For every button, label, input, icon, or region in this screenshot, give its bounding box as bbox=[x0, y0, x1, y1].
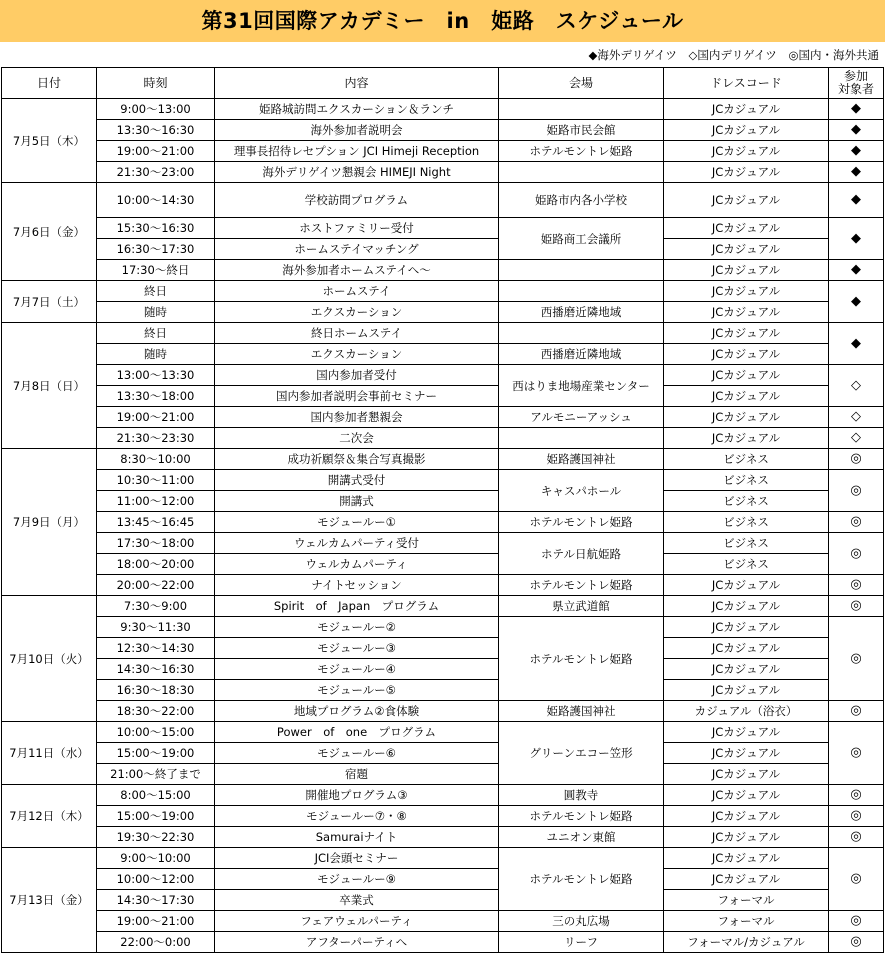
time-cell: 15:00～19:00 bbox=[97, 743, 215, 764]
content-cell: ウェルカムパーティ受付 bbox=[215, 533, 499, 554]
target-mark: ◇ bbox=[829, 407, 884, 428]
venue-cell: 西播磨近隣地域 bbox=[499, 302, 664, 323]
content-cell: 終日ホームステイ bbox=[215, 323, 499, 344]
target-mark: ◎ bbox=[829, 848, 884, 911]
table-row bbox=[2, 162, 884, 183]
table-row bbox=[2, 827, 884, 848]
dress-cell: JCカジュアル bbox=[664, 680, 829, 701]
dress-cell: JCカジュアル bbox=[664, 344, 829, 365]
time-cell: 9:00～13:00 bbox=[97, 99, 215, 120]
content-cell: Power of one プログラム bbox=[215, 722, 499, 743]
venue-cell: ユニオン東館 bbox=[499, 827, 664, 848]
time-cell: 12:30～14:30 bbox=[97, 638, 215, 659]
time-cell: 18:30～22:00 bbox=[97, 701, 215, 722]
content-cell: 海外デリゲイツ懇親会 HIMEJI Night bbox=[215, 162, 499, 183]
time-cell: 終日 bbox=[97, 281, 215, 302]
target-mark: ◆ bbox=[829, 260, 884, 281]
table-row bbox=[2, 806, 884, 827]
dress-cell: JCカジュアル bbox=[664, 302, 829, 323]
table-row bbox=[2, 239, 884, 260]
content-cell: モジュールー⑥ bbox=[215, 743, 499, 764]
content-cell: 理事長招待レセプション JCI Himeji Reception bbox=[215, 141, 499, 162]
time-cell: 19:00～21:00 bbox=[97, 911, 215, 932]
time-cell: 13:45～16:45 bbox=[97, 512, 215, 533]
content-cell: モジュールー⑦・⑧ bbox=[215, 806, 499, 827]
content-cell: 国内参加者説明会事前セミナー bbox=[215, 386, 499, 407]
table-row bbox=[2, 911, 884, 932]
content-cell: 学校訪問プログラム bbox=[215, 183, 499, 218]
header-time: 時刻 bbox=[97, 68, 215, 99]
target-mark: ◎ bbox=[829, 449, 884, 470]
table-row bbox=[2, 323, 884, 344]
content-cell: 海外参加者説明会 bbox=[215, 120, 499, 141]
table-row bbox=[2, 491, 884, 512]
time-cell: 14:30～16:30 bbox=[97, 659, 215, 680]
time-cell: 19:00～21:00 bbox=[97, 407, 215, 428]
time-cell: 22:00～0:00 bbox=[97, 932, 215, 953]
dress-cell: JCカジュアル bbox=[664, 162, 829, 183]
table-row bbox=[2, 449, 884, 470]
dress-cell: ビジネス bbox=[664, 491, 829, 512]
time-cell: 11:00～12:00 bbox=[97, 491, 215, 512]
date-cell: 7月8日（日） bbox=[2, 323, 97, 449]
content-cell: アフターパーティへ bbox=[215, 932, 499, 953]
content-cell: モジュールー⑤ bbox=[215, 680, 499, 701]
venue-cell: ホテルモントレ姫路 bbox=[499, 806, 664, 827]
table-row bbox=[2, 848, 884, 869]
content-cell: ホームステイマッチング bbox=[215, 239, 499, 260]
dress-cell: JCカジュアル bbox=[664, 365, 829, 386]
table-row bbox=[2, 99, 884, 120]
header-target bbox=[829, 68, 884, 99]
time-cell: 16:30～17:30 bbox=[97, 239, 215, 260]
venue-cell: 西はりま地場産業センター bbox=[499, 365, 664, 407]
time-cell: 10:00～14:30 bbox=[97, 183, 215, 218]
time-cell: 21:00～終了まで bbox=[97, 764, 215, 785]
content-cell: 成功祈願祭＆集合写真撮影 bbox=[215, 449, 499, 470]
content-cell: モジュールー③ bbox=[215, 638, 499, 659]
time-cell: 終日 bbox=[97, 323, 215, 344]
content-cell: ナイトセッション bbox=[215, 575, 499, 596]
venue-cell: 西播磨近隣地域 bbox=[499, 344, 664, 365]
target-mark: ◎ bbox=[829, 911, 884, 932]
time-cell: 10:00～12:00 bbox=[97, 869, 215, 890]
time-cell: 17:30～18:00 bbox=[97, 533, 215, 554]
venue-cell: 姫路市内各小学校 bbox=[499, 183, 664, 218]
time-cell: 13:30～18:00 bbox=[97, 386, 215, 407]
content-cell: ホストファミリー受付 bbox=[215, 218, 499, 239]
target-mark: ◎ bbox=[829, 533, 884, 575]
content-cell: フェアウェルパーティ bbox=[215, 911, 499, 932]
venue-cell: アルモニーアッシュ bbox=[499, 407, 664, 428]
table-row bbox=[2, 890, 884, 911]
table-row bbox=[2, 470, 884, 491]
dress-cell: JCカジュアル bbox=[664, 743, 829, 764]
content-cell: 卒業式 bbox=[215, 890, 499, 911]
dress-cell: ビジネス bbox=[664, 512, 829, 533]
table-row bbox=[2, 386, 884, 407]
table-row bbox=[2, 218, 884, 239]
date-cell: 7月11日（水） bbox=[2, 722, 97, 785]
time-cell: 18:00～20:00 bbox=[97, 554, 215, 575]
content-cell: モジュールー④ bbox=[215, 659, 499, 680]
dress-cell: JCカジュアル bbox=[664, 323, 829, 344]
content-cell: エクスカーション bbox=[215, 344, 499, 365]
time-cell: 10:00～15:00 bbox=[97, 722, 215, 743]
time-cell: 7:30～9:00 bbox=[97, 596, 215, 617]
legend bbox=[581, 45, 879, 65]
target-mark: ◎ bbox=[829, 470, 884, 512]
date-cell: 7月7日（土） bbox=[2, 281, 97, 323]
header-target-line1: 参加 bbox=[843, 69, 868, 83]
time-cell: 9:30～11:30 bbox=[97, 617, 215, 638]
dress-cell: JCカジュアル bbox=[664, 407, 829, 428]
time-cell: 19:00～21:00 bbox=[97, 141, 215, 162]
dress-cell: JCカジュアル bbox=[664, 806, 829, 827]
date-cell: 7月9日（月） bbox=[2, 449, 97, 596]
target-mark: ◆ bbox=[829, 120, 884, 141]
content-cell: モジュールー② bbox=[215, 617, 499, 638]
date-cell: 7月6日（金） bbox=[2, 183, 97, 281]
venue-cell: キャスパホール bbox=[499, 470, 664, 512]
content-cell: 姫路城訪問エクスカーション＆ランチ bbox=[215, 99, 499, 120]
target-mark: ◆ bbox=[829, 218, 884, 260]
header-row bbox=[2, 68, 884, 99]
content-cell: Spirit of Japan プログラム bbox=[215, 596, 499, 617]
dress-cell: フォーマル bbox=[664, 890, 829, 911]
dress-cell: JCカジュアル bbox=[664, 617, 829, 638]
table-row bbox=[2, 428, 884, 449]
content-cell: エクスカーション bbox=[215, 302, 499, 323]
table-row bbox=[2, 785, 884, 806]
dress-cell: JCカジュアル bbox=[664, 428, 829, 449]
date-cell: 7月12日（木） bbox=[2, 785, 97, 848]
dress-cell: JCカジュアル bbox=[664, 638, 829, 659]
venue-cell: 県立武道館 bbox=[499, 596, 664, 617]
time-cell: 随時 bbox=[97, 344, 215, 365]
content-cell: 国内参加者懇親会 bbox=[215, 407, 499, 428]
venue-cell: 姫路商工会議所 bbox=[499, 218, 664, 260]
date-cell: 7月10日（火） bbox=[2, 596, 97, 722]
dress-cell: JCカジュアル bbox=[664, 260, 829, 281]
target-mark: ◆ bbox=[829, 183, 884, 218]
table-row bbox=[2, 659, 884, 680]
table-row bbox=[2, 281, 884, 302]
content-cell: 宿題 bbox=[215, 764, 499, 785]
time-cell: 21:30～23:30 bbox=[97, 428, 215, 449]
dress-cell: JCカジュアル bbox=[664, 575, 829, 596]
table-row bbox=[2, 344, 884, 365]
venue-cell: ホテルモントレ姫路 bbox=[499, 141, 664, 162]
table-row bbox=[2, 575, 884, 596]
dress-cell: JCカジュアル bbox=[664, 386, 829, 407]
venue-cell bbox=[499, 260, 664, 281]
dress-cell: ビジネス bbox=[664, 449, 829, 470]
table-row bbox=[2, 554, 884, 575]
venue-cell bbox=[499, 281, 664, 302]
dress-cell: JCカジュアル bbox=[664, 218, 829, 239]
dress-cell: JCカジュアル bbox=[664, 239, 829, 260]
content-cell: 地域プログラム②食体験 bbox=[215, 701, 499, 722]
dress-cell: JCカジュアル bbox=[664, 848, 829, 869]
target-mark: ◎ bbox=[829, 827, 884, 848]
header-content: 内容 bbox=[215, 68, 499, 99]
dress-cell: JCカジュアル bbox=[664, 869, 829, 890]
dress-cell: JCカジュアル bbox=[664, 281, 829, 302]
time-cell: 15:30～16:30 bbox=[97, 218, 215, 239]
target-mark: ◎ bbox=[829, 596, 884, 617]
target-mark: ◎ bbox=[829, 617, 884, 701]
dress-cell: ビジネス bbox=[664, 554, 829, 575]
time-cell: 14:30～17:30 bbox=[97, 890, 215, 911]
table-row bbox=[2, 120, 884, 141]
time-cell: 13:30～16:30 bbox=[97, 120, 215, 141]
dress-cell: JCカジュアル bbox=[664, 183, 829, 218]
venue-cell: ホテルモントレ姫路 bbox=[499, 617, 664, 701]
content-cell: 二次会 bbox=[215, 428, 499, 449]
target-mark: ◆ bbox=[829, 99, 884, 120]
target-mark: ◎ bbox=[829, 806, 884, 827]
dress-cell: JCカジュアル bbox=[664, 785, 829, 806]
dress-cell: ビジネス bbox=[664, 470, 829, 491]
table-row bbox=[2, 183, 884, 218]
dress-cell: JCカジュアル bbox=[664, 827, 829, 848]
date-cell: 7月13日（金） bbox=[2, 848, 97, 953]
venue-cell: ホテル日航姫路 bbox=[499, 533, 664, 575]
table-row bbox=[2, 722, 884, 743]
header-target-line2: 対象者 bbox=[837, 82, 874, 96]
venue-cell: ホテルモントレ姫路 bbox=[499, 575, 664, 596]
table-row bbox=[2, 680, 884, 701]
table-row bbox=[2, 596, 884, 617]
time-cell: 8:30～10:00 bbox=[97, 449, 215, 470]
dress-cell: JCカジュアル bbox=[664, 596, 829, 617]
time-cell: 20:00～22:00 bbox=[97, 575, 215, 596]
table-row bbox=[2, 743, 884, 764]
table-row bbox=[2, 141, 884, 162]
table-row bbox=[2, 764, 884, 785]
dress-cell: JCカジュアル bbox=[664, 659, 829, 680]
content-cell: 海外参加者ホームステイへ～ bbox=[215, 260, 499, 281]
dress-cell: JCカジュアル bbox=[664, 141, 829, 162]
target-mark: ◎ bbox=[829, 701, 884, 722]
time-cell: 8:00～15:00 bbox=[97, 785, 215, 806]
time-cell: 19:30～22:30 bbox=[97, 827, 215, 848]
venue-cell: ホテルモントレ姫路 bbox=[499, 512, 664, 533]
schedule-table bbox=[1, 67, 884, 953]
dress-cell: JCカジュアル bbox=[664, 764, 829, 785]
table-row bbox=[2, 407, 884, 428]
time-cell: 10:30～11:00 bbox=[97, 470, 215, 491]
date-cell: 7月5日（木） bbox=[2, 99, 97, 183]
content-cell: Samuraiナイト bbox=[215, 827, 499, 848]
dress-cell: JCカジュアル bbox=[664, 99, 829, 120]
legend-domestic: ◇国内デリゲイツ bbox=[688, 48, 777, 62]
venue-cell: 姫路護国神社 bbox=[499, 449, 664, 470]
dress-cell: フォーマル bbox=[664, 911, 829, 932]
target-mark: ◎ bbox=[829, 722, 884, 785]
time-cell: 16:30～18:30 bbox=[97, 680, 215, 701]
dress-cell: ビジネス bbox=[664, 533, 829, 554]
header-dress: ドレスコード bbox=[664, 68, 829, 99]
content-cell: ホームステイ bbox=[215, 281, 499, 302]
target-mark: ◇ bbox=[829, 365, 884, 407]
dress-cell: カジュアル（浴衣） bbox=[664, 701, 829, 722]
target-mark: ◆ bbox=[829, 162, 884, 183]
table-row bbox=[2, 869, 884, 890]
time-cell: 13:00～13:30 bbox=[97, 365, 215, 386]
content-cell: モジュールー⑨ bbox=[215, 869, 499, 890]
table-row bbox=[2, 365, 884, 386]
dress-cell: フォーマル/カジュアル bbox=[664, 932, 829, 953]
time-cell: 15:00～19:00 bbox=[97, 806, 215, 827]
content-cell: JCI会頭セミナー bbox=[215, 848, 499, 869]
venue-cell: 三の丸広場 bbox=[499, 911, 664, 932]
dress-cell: JCカジュアル bbox=[664, 120, 829, 141]
target-mark: ◎ bbox=[829, 512, 884, 533]
time-cell: 21:30～23:00 bbox=[97, 162, 215, 183]
table-row bbox=[2, 533, 884, 554]
time-cell: 9:00～10:00 bbox=[97, 848, 215, 869]
table-row bbox=[2, 701, 884, 722]
page-title: 第31回国際アカデミー in 姫路 スケジュール bbox=[0, 0, 885, 42]
table-row bbox=[2, 260, 884, 281]
content-cell: 開講式 bbox=[215, 491, 499, 512]
content-cell: 開催地プログラム③ bbox=[215, 785, 499, 806]
target-mark: ◆ bbox=[829, 323, 884, 365]
dress-cell: JCカジュアル bbox=[664, 722, 829, 743]
venue-cell: グリーンエコー笠形 bbox=[499, 722, 664, 785]
legend-overseas: ◆海外デリゲイツ bbox=[588, 48, 677, 62]
table-row bbox=[2, 512, 884, 533]
venue-cell: リーフ bbox=[499, 932, 664, 953]
venue-cell bbox=[499, 99, 664, 120]
time-cell: 随時 bbox=[97, 302, 215, 323]
target-mark: ◎ bbox=[829, 575, 884, 596]
content-cell: ウェルカムパーティ bbox=[215, 554, 499, 575]
target-mark: ◎ bbox=[829, 785, 884, 806]
venue-cell bbox=[499, 323, 664, 344]
schedule-body bbox=[2, 99, 884, 953]
venue-cell: 姫路護国神社 bbox=[499, 701, 664, 722]
content-cell: モジュールー① bbox=[215, 512, 499, 533]
table-row bbox=[2, 617, 884, 638]
venue-cell bbox=[499, 162, 664, 183]
table-row bbox=[2, 932, 884, 953]
target-mark: ◇ bbox=[829, 428, 884, 449]
time-cell: 17:30～終日 bbox=[97, 260, 215, 281]
header-date: 日付 bbox=[2, 68, 97, 99]
table-row bbox=[2, 638, 884, 659]
content-cell: 国内参加者受付 bbox=[215, 365, 499, 386]
target-mark: ◆ bbox=[829, 281, 884, 323]
header-venue: 会場 bbox=[499, 68, 664, 99]
venue-cell: ホテルモントレ姫路 bbox=[499, 848, 664, 911]
table-row bbox=[2, 302, 884, 323]
content-cell: 開講式受付 bbox=[215, 470, 499, 491]
venue-cell: 姫路市民会館 bbox=[499, 120, 664, 141]
legend-both: ◎国内・海外共通 bbox=[788, 48, 879, 62]
venue-cell: 圓教寺 bbox=[499, 785, 664, 806]
target-mark: ◆ bbox=[829, 141, 884, 162]
target-mark: ◎ bbox=[829, 932, 884, 953]
venue-cell bbox=[499, 428, 664, 449]
